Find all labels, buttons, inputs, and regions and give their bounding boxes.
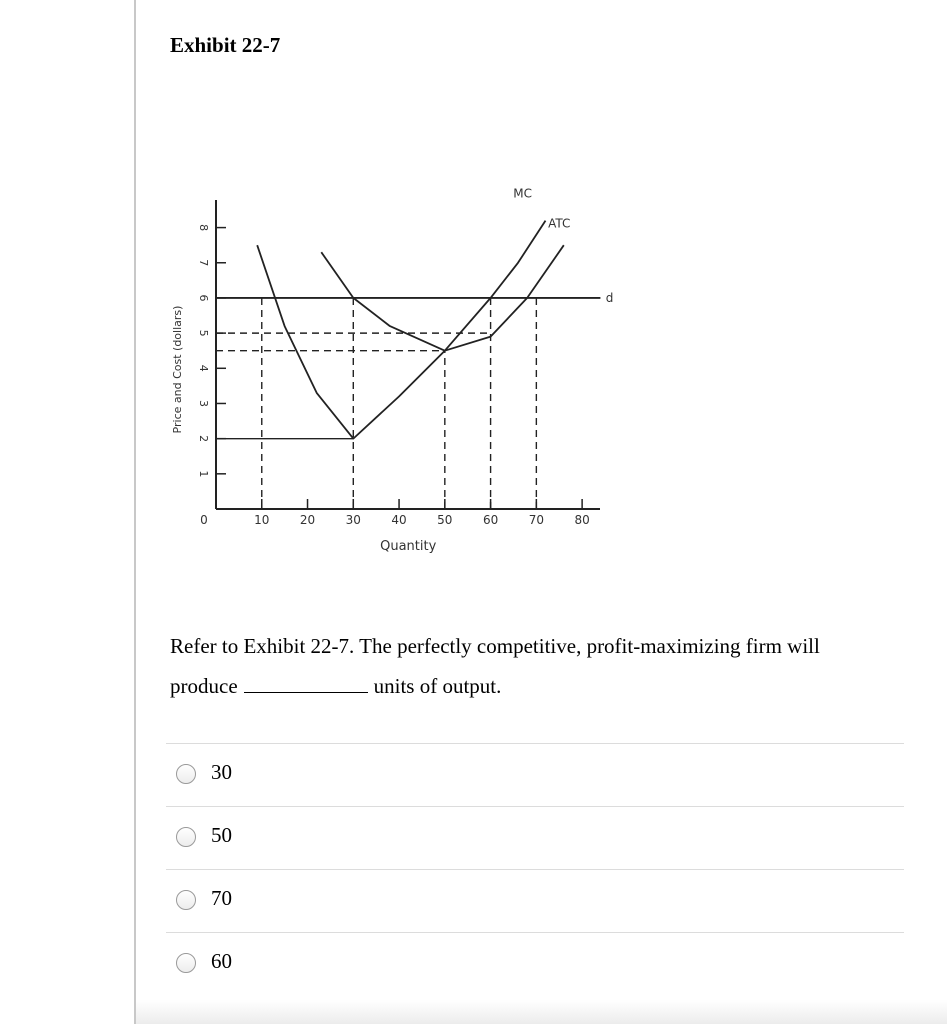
option-3[interactable] — [166, 869, 904, 932]
x-tick-label: 30 — [345, 513, 361, 527]
y-tick-label: 4 — [197, 364, 210, 372]
x-tick-label: 10 — [254, 513, 270, 527]
x-tick-label: 70 — [528, 513, 544, 527]
answer-options — [166, 743, 904, 995]
question-text — [170, 626, 890, 706]
series-label-atc: ATC — [548, 216, 571, 231]
radio-button[interactable] — [176, 890, 196, 910]
exhibit-title: Exhibit 22-7 — [170, 33, 281, 57]
bottom-shadow — [136, 1000, 947, 1024]
x-tick-label: 50 — [437, 513, 453, 527]
option-2[interactable] — [166, 806, 904, 869]
radio-button[interactable] — [176, 953, 196, 973]
y-tick-label: 6 — [197, 294, 210, 302]
x-tick-label: 80 — [574, 513, 590, 527]
question-text-after: units of output. — [373, 674, 502, 698]
radio-button[interactable] — [176, 764, 196, 784]
x-tick-label: 20 — [299, 513, 316, 527]
x-tick-label: 60 — [482, 513, 499, 527]
option-label: 70 — [211, 886, 232, 910]
option-label: 30 — [211, 760, 232, 784]
y-tick-label: 7 — [197, 259, 210, 267]
series-line-mc — [257, 221, 545, 439]
y-tick-label: 2 — [197, 435, 210, 443]
content-left-border — [134, 0, 136, 1024]
y-tick-label: 3 — [197, 399, 210, 407]
x-tick-label: 40 — [391, 513, 407, 527]
y-tick-label: 8 — [197, 224, 210, 232]
option-1[interactable] — [166, 743, 904, 806]
exhibit-chart — [165, 186, 620, 565]
series-label-d: d — [605, 290, 614, 305]
option-4[interactable] — [166, 932, 904, 995]
y-tick-label: 5 — [197, 329, 210, 337]
radio-button[interactable] — [176, 827, 196, 847]
option-label: 50 — [211, 823, 232, 847]
y-tick-label: 1 — [197, 470, 210, 478]
answer-blank — [244, 675, 368, 693]
option-label: 60 — [211, 949, 232, 973]
series-label-mc: MC — [513, 186, 532, 201]
origin-label: 0 — [200, 513, 208, 527]
x-axis-label: Quantity — [380, 539, 437, 554]
question-text-before: Refer to Exhibit 22-7. The perfectly competitive, profit-maximizing firm will produce — [170, 634, 820, 698]
y-axis-label: Price and Cost (dollars) — [171, 305, 184, 434]
